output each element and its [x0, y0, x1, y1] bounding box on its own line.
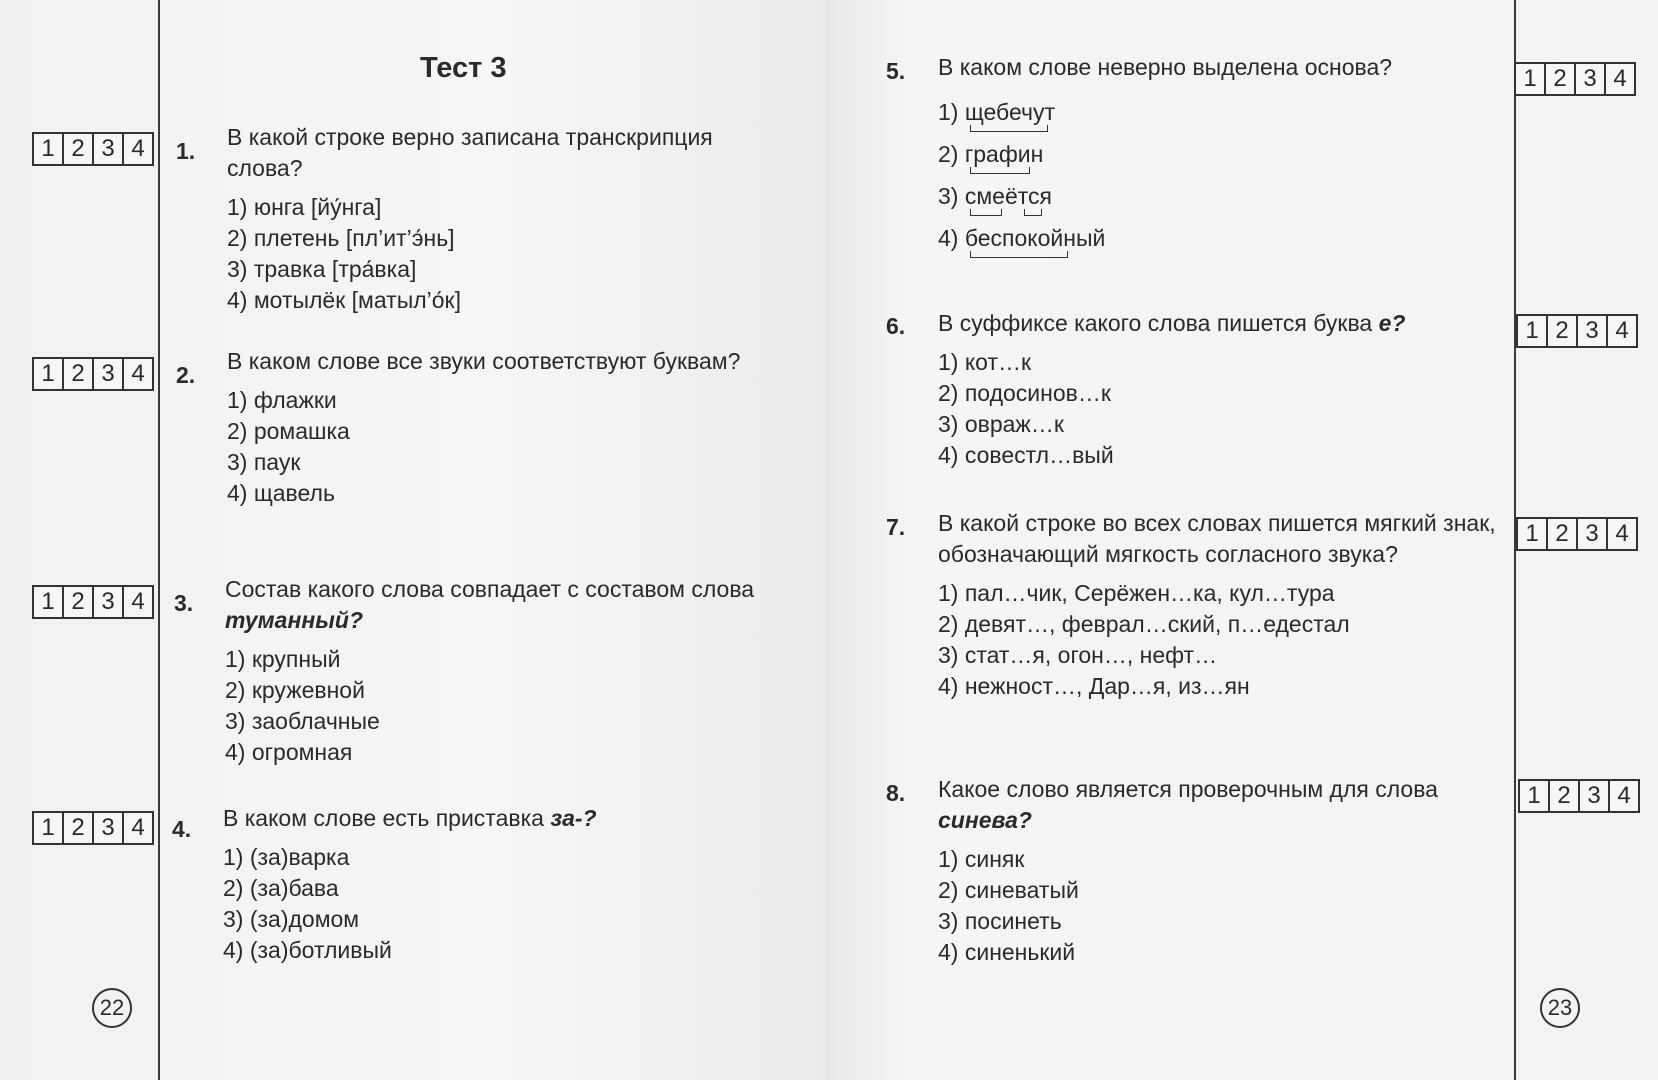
options-list — [938, 844, 1518, 968]
option-text: 2) ромашка — [227, 418, 350, 444]
answer-cell[interactable]: 4 — [1615, 520, 1629, 547]
option-text: 4) беспокойный — [938, 225, 1106, 251]
options-list — [225, 644, 785, 768]
option-text: 3) заоблачные — [225, 708, 380, 734]
option-text: 2) подосинов…к — [938, 380, 1111, 406]
question-text-main: В какой строке во всех словах пишется мягкий знак, обозначающий мягкость согласного звука? — [938, 510, 1496, 567]
answer-box[interactable] — [1516, 314, 1638, 348]
option-text: 3) паук — [227, 449, 301, 475]
option-text: 4) (за)ботливый — [223, 937, 392, 963]
answer-cell[interactable]: 1 — [34, 587, 64, 617]
question-text-main: В каком слове неверно выделена основа? — [938, 54, 1393, 80]
question — [227, 122, 787, 316]
answer-option — [225, 644, 785, 675]
option-text: 2) (за)бава — [223, 875, 339, 901]
answer-option — [223, 842, 783, 873]
answer-option — [225, 706, 785, 737]
answer-option — [938, 217, 1478, 259]
question-text — [938, 508, 1508, 570]
answer-cell[interactable]: 2 — [64, 134, 94, 164]
answer-cell[interactable]: 4 — [1615, 317, 1629, 344]
answer-box[interactable] — [32, 811, 154, 845]
question-text — [227, 122, 787, 184]
word-stem-mark — [1024, 209, 1042, 216]
question-number: 6. — [886, 313, 906, 339]
answer-cell[interactable]: 4 — [131, 360, 145, 387]
answer-box[interactable] — [32, 132, 154, 166]
answer-option — [938, 937, 1518, 968]
answer-option — [938, 378, 1518, 409]
option-text: 4) огромная — [225, 739, 353, 765]
question-text-main: В каком слове есть приставка — [223, 805, 551, 831]
question — [223, 803, 783, 966]
question — [938, 52, 1478, 259]
answer-cell[interactable]: 4 — [131, 814, 145, 841]
question-text — [223, 803, 783, 834]
answer-cell[interactable]: 2 — [64, 359, 94, 389]
test-title: Тест 3 — [420, 52, 507, 84]
question-number: 2. — [176, 362, 196, 388]
question-emphasis: туманный? — [225, 607, 363, 633]
options-list — [938, 91, 1478, 259]
answer-option — [227, 192, 787, 223]
question — [938, 308, 1518, 471]
word-stem-mark — [970, 209, 1002, 216]
answer-option — [938, 440, 1518, 471]
answer-cell[interactable]: 3 — [1580, 781, 1610, 811]
answer-cell[interactable]: 3 — [94, 813, 124, 843]
answer-cell[interactable]: 3 — [94, 359, 124, 389]
options-list — [938, 578, 1508, 702]
question — [225, 574, 785, 768]
question-text-main: Какое слово является проверочным для слова — [938, 776, 1438, 802]
option-text: 3) стат…я, огон…, нефт… — [938, 642, 1218, 668]
answer-box[interactable] — [1516, 517, 1638, 551]
answer-option — [227, 447, 787, 478]
answer-cell[interactable]: 2 — [1548, 316, 1578, 346]
answer-cell[interactable]: 1 — [34, 134, 64, 164]
question-text — [938, 52, 1478, 83]
answer-cell[interactable]: 1 — [34, 359, 64, 389]
answer-option — [938, 906, 1518, 937]
question — [227, 346, 787, 509]
option-text: 2) синеватый — [938, 877, 1079, 903]
options-list — [223, 842, 783, 966]
answer-cell[interactable]: 1 — [1518, 316, 1548, 346]
question-text-main: В какой строке верно записана транскрипция слова? — [227, 124, 713, 181]
option-text: 3) смеётся — [938, 183, 1052, 209]
answer-option — [938, 578, 1508, 609]
question-text — [938, 774, 1518, 836]
question-emphasis: за-? — [550, 805, 597, 831]
answer-option — [938, 640, 1508, 671]
option-text: 1) пал…чик, Серёжен…ка, кул…тура — [938, 580, 1335, 606]
options-list — [227, 385, 787, 509]
option-text: 3) посинеть — [938, 908, 1062, 934]
options-list — [938, 347, 1518, 471]
option-text: 4) совестл…вый — [938, 442, 1114, 468]
answer-option — [227, 285, 787, 316]
answer-option — [938, 91, 1478, 133]
answer-option — [938, 175, 1478, 217]
answer-cell[interactable]: 1 — [1518, 519, 1548, 549]
question-number: 3. — [174, 590, 194, 616]
page-number-right: 23 — [1540, 988, 1580, 1028]
answer-cell[interactable]: 1 — [1516, 64, 1546, 94]
answer-option — [227, 223, 787, 254]
word-stem-mark — [970, 167, 1030, 174]
answer-option — [223, 935, 783, 966]
word-stem-mark — [970, 251, 1068, 258]
question — [938, 508, 1508, 702]
answer-box[interactable] — [1518, 779, 1640, 813]
option-text: 3) овраж…к — [938, 411, 1064, 437]
answer-cell[interactable]: 3 — [94, 134, 124, 164]
answer-box[interactable] — [32, 357, 154, 391]
answer-cell[interactable]: 2 — [1546, 64, 1576, 94]
question-emphasis: синева? — [938, 807, 1032, 833]
answer-cell[interactable]: 4 — [131, 588, 145, 615]
option-text: 3) травка [тра́вка] — [227, 256, 417, 282]
answer-option — [225, 675, 785, 706]
question-number: 5. — [886, 58, 906, 84]
answer-box[interactable] — [32, 585, 154, 619]
answer-cell[interactable]: 1 — [34, 813, 64, 843]
answer-cell[interactable]: 2 — [64, 587, 94, 617]
question-number: 4. — [172, 816, 192, 842]
options-list — [227, 192, 787, 316]
question-number: 8. — [886, 780, 906, 806]
option-text: 1) юнга [йу́нга] — [227, 194, 382, 220]
answer-option — [938, 671, 1508, 702]
option-text: 3) (за)домом — [223, 906, 360, 932]
question-text — [225, 574, 785, 636]
answer-option — [227, 254, 787, 285]
answer-cell[interactable]: 3 — [1578, 519, 1608, 549]
option-text: 1) щебечут — [938, 99, 1055, 125]
question-text — [227, 346, 787, 377]
option-text: 2) плетень [пл’ит’э́нь] — [227, 225, 455, 251]
question-number: 1. — [176, 138, 196, 164]
answer-cell[interactable]: 2 — [64, 813, 94, 843]
question-number: 7. — [886, 514, 906, 540]
option-text: 4) синенький — [938, 939, 1076, 965]
answer-option — [938, 409, 1518, 440]
answer-option — [938, 133, 1478, 175]
option-text: 1) синяк — [938, 846, 1025, 872]
question-emphasis: е? — [1378, 310, 1406, 336]
option-text: 4) мотылёк [матыл’о́к] — [227, 287, 461, 313]
answer-cell[interactable]: 1 — [1520, 781, 1550, 811]
answer-option — [227, 416, 787, 447]
answer-option — [938, 609, 1508, 640]
answer-cell[interactable]: 4 — [1617, 782, 1631, 809]
page-number-left: 22 — [92, 988, 132, 1028]
option-text: 1) кот…к — [938, 349, 1032, 375]
answer-cell[interactable]: 3 — [1578, 316, 1608, 346]
answer-option — [223, 904, 783, 935]
option-text: 1) (за)варка — [223, 844, 350, 870]
answer-box[interactable] — [1514, 62, 1636, 96]
answer-option — [938, 844, 1518, 875]
option-text: 1) крупный — [225, 646, 341, 672]
answer-option — [223, 873, 783, 904]
option-text: 2) девят…, феврал…ский, п…едестал — [938, 611, 1350, 637]
answer-cell[interactable]: 4 — [131, 135, 145, 162]
question-text-main: В каком слове все звуки соответствуют буквам? — [227, 348, 741, 374]
answer-cell[interactable]: 3 — [94, 587, 124, 617]
option-text: 2) кружевной — [225, 677, 365, 703]
question-text-main: Состав какого слова совпадает с составом слова — [225, 576, 755, 602]
answer-option — [227, 385, 787, 416]
answer-cell[interactable]: 2 — [1550, 781, 1580, 811]
answer-option — [938, 875, 1518, 906]
left-margin-line — [158, 0, 160, 1080]
question-text-main: В суффиксе какого слова пишется буква — [938, 310, 1379, 336]
answer-option — [938, 347, 1518, 378]
answer-cell[interactable]: 2 — [1548, 519, 1578, 549]
answer-option — [227, 478, 787, 509]
option-text: 1) флажки — [227, 387, 337, 413]
answer-cell[interactable]: 4 — [1613, 65, 1627, 92]
option-text: 2) графин — [938, 141, 1044, 167]
answer-cell[interactable]: 3 — [1576, 64, 1606, 94]
answer-option — [225, 737, 785, 768]
question-text — [938, 308, 1518, 339]
question — [938, 774, 1518, 968]
word-stem-mark — [970, 125, 1048, 132]
option-text: 4) щавель — [227, 480, 335, 506]
option-text: 4) нежност…, Дар…я, из…ян — [938, 673, 1250, 699]
